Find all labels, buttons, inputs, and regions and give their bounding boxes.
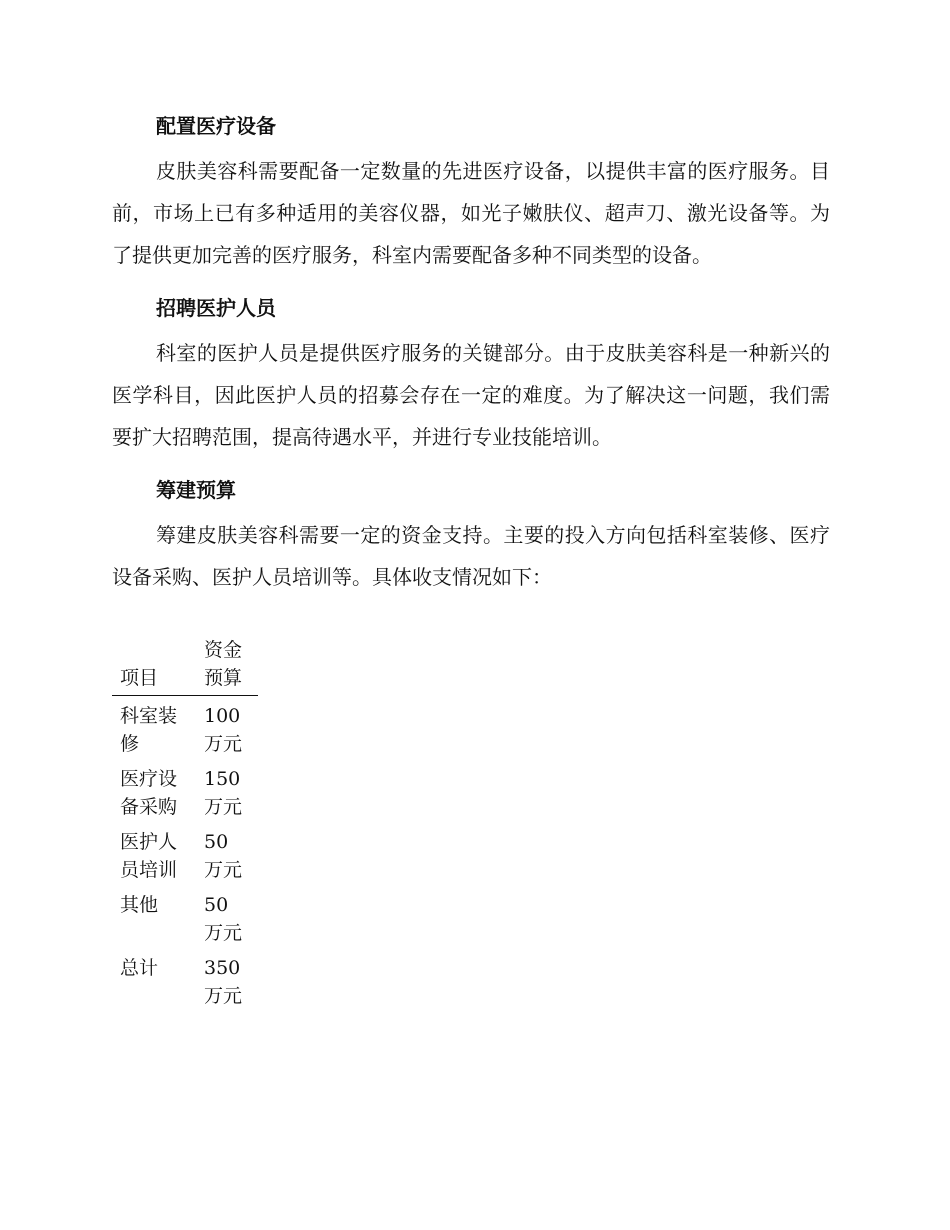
section-body-budget: 筹建皮肤美容科需要一定的资金支持。主要的投入方向包括科室装修、医疗设备采购、医护人员培训等。具体收支情况如下： <box>112 523 830 589</box>
table-header-budget: 资金预算 <box>196 636 258 696</box>
section-heading-budget: 筹建预算 <box>156 478 236 502</box>
table-cell-budget: 350 万元 <box>204 957 243 1007</box>
table-cell-item: 医疗设备采购 <box>120 768 178 818</box>
table-cell-budget: 150 万元 <box>204 768 243 818</box>
table-cell-item: 科室装修 <box>120 705 178 755</box>
table-row <box>112 948 258 1011</box>
table-row <box>112 696 258 760</box>
section-heading-equipment: 配置医疗设备 <box>156 114 276 138</box>
table-row <box>112 759 258 822</box>
table-header-row <box>112 636 258 696</box>
section-body-staff: 科室的医护人员是提供医疗服务的关键部分。由于皮肤美容科是一种新兴的医学科目，因此医护人员的招募会存在一定的难度。为了解决这一问题，我们需要扩大招聘范围，提高待遇水平，并进行专业技能培训。 <box>112 341 830 449</box>
table-cell-item: 医护人员培训 <box>120 831 178 881</box>
table-row <box>112 822 258 885</box>
table-cell-item: 其他 <box>120 894 159 916</box>
table-cell-budget: 50 万元 <box>204 894 243 944</box>
table-header-item: 项目 <box>112 636 196 696</box>
table-cell-item: 总计 <box>120 957 159 979</box>
table-cell-budget: 100 万元 <box>204 705 243 755</box>
section-heading-staff: 招聘医护人员 <box>156 296 276 320</box>
table-cell-budget: 50 万元 <box>204 831 243 881</box>
table-row <box>112 885 258 948</box>
section-body-equipment: 皮肤美容科需要配备一定数量的先进医疗设备，以提供丰富的医疗服务。目前，市场上已有多种适用的美容仪器，如光子嫩肤仪、超声刀、激光设备等。为了提供更加完善的医疗服务，科室内需要配备多种不同类型的设备。 <box>112 159 830 267</box>
document-content <box>112 106 830 1011</box>
budget-table <box>112 636 258 1011</box>
